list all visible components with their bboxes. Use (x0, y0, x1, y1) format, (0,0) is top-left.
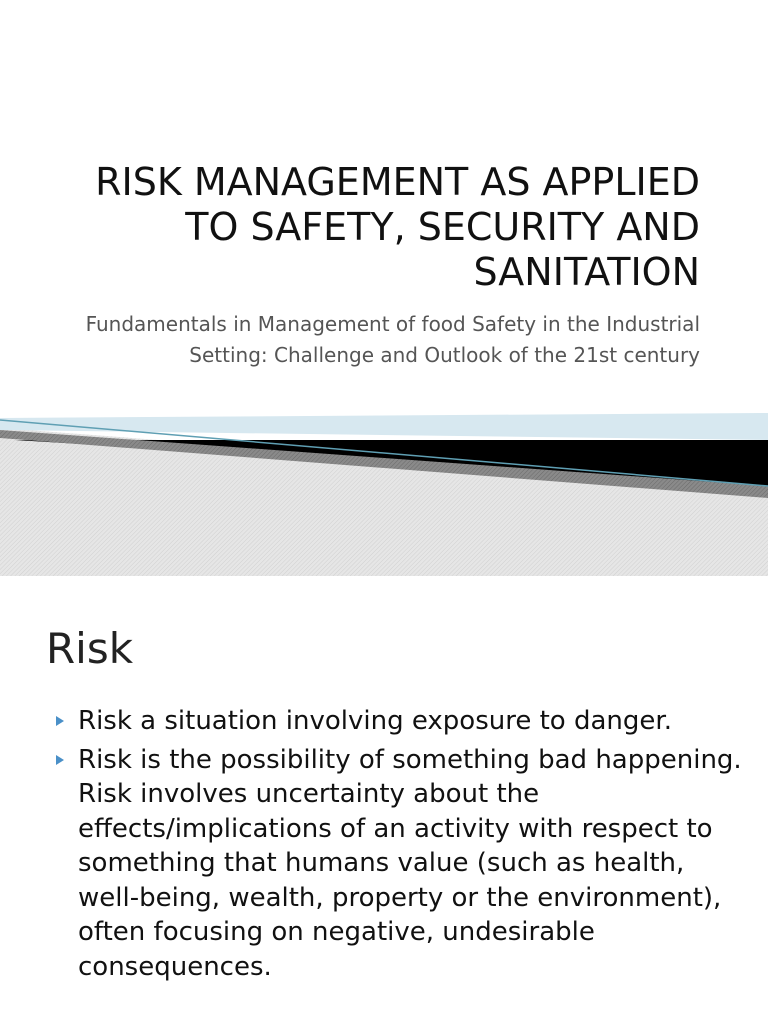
slide-heading: Risk (46, 624, 134, 673)
bullet-text: Risk is the possibility of something bad happening. Risk involves uncertainty about the effects/implications of an activity with respect to something that humans value (such as health, well-being, wealth, property or the environment), often focusing on negative, undesirable consequences. (78, 744, 742, 982)
triangle-bullet-icon (56, 716, 64, 726)
light-band (0, 413, 768, 440)
slide-title: RISK MANAGEMENT AS APPLIED TO SAFETY, SECURITY AND SANITATION (95, 160, 700, 294)
content-slide (0, 576, 768, 1024)
slide-subtitle: Fundamentals in Management of food Safety in the Industrial Setting: Challenge and Outlook of the 21st century (85, 312, 700, 367)
bullet-list (56, 704, 746, 988)
list-item (56, 743, 746, 985)
triangle-bullet-icon (56, 755, 64, 765)
decorative-band (0, 408, 768, 576)
list-item (56, 704, 746, 739)
bullet-text: Risk a situation involving exposure to danger. (78, 706, 672, 736)
